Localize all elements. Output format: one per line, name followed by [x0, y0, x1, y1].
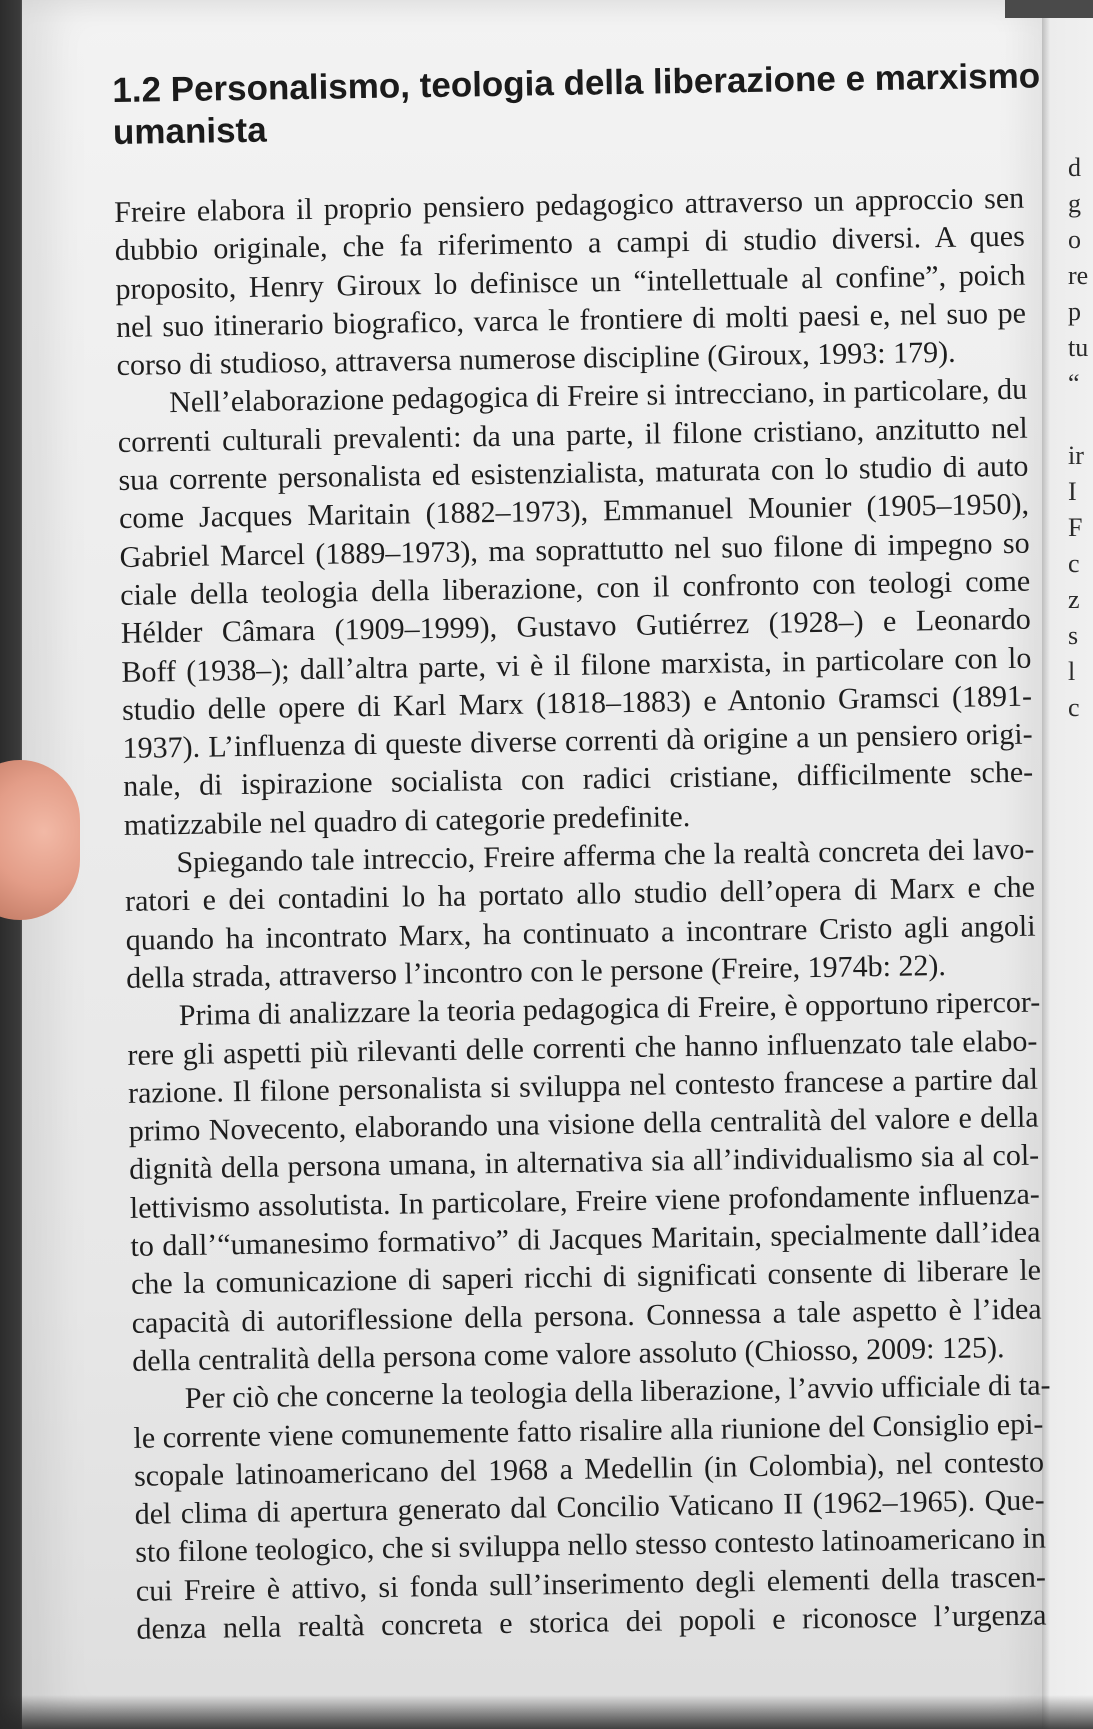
facing-letter: F	[1068, 513, 1083, 542]
facing-letter: p	[1068, 297, 1081, 326]
text-line: Spiegando tale intreccio, Freire afferma che la realtà concreta dei lavo-	[176, 832, 1035, 880]
facing-letter: z	[1068, 585, 1080, 614]
facing-letter: g	[1068, 189, 1081, 218]
text-line: che la comunicazione di saperi ricchi di significati consente di liberare le	[130, 1253, 1042, 1302]
text-line: dignità della persona umana, in alternativa sia all’individualismo sia al col-	[129, 1138, 1040, 1187]
paragraph-3	[124, 831, 1036, 998]
text-line: 1937). L’influenza di queste diverse correnti dà origine a un pensiero origi-	[122, 717, 1033, 766]
facing-letter: c	[1068, 549, 1080, 578]
paragraph-5	[133, 1367, 1051, 1649]
facing-page-text	[1068, 150, 1093, 726]
text-line: sua corrente personalista ed esistenzialista, maturata con lo studio di auto	[118, 449, 1029, 498]
bottom-shadow	[0, 1695, 1093, 1729]
facing-letter: “	[1068, 369, 1080, 398]
facing-letter: c	[1068, 693, 1080, 722]
text-line: ratori e dei contadini lo ha portato allo studio dell’opera di Marx e che	[124, 870, 1036, 919]
text-line: cui Freire è attivo, si fonda sull’inserimento degli elementi della trascen-	[135, 1560, 1047, 1608]
text-line: Nell’elaborazione pedagogica di Freire si intrecciano, in particolare, du	[168, 373, 1028, 420]
thumb	[0, 760, 80, 920]
heading-line: umanista	[112, 110, 267, 152]
text-line: Prima di analizzare la teoria pedagogica di Freire, è opportuno ripercor-	[178, 985, 1041, 1033]
text-line: Per ciò che concerne la teologia della liberazione, l’avvio ufficiale di ta-	[184, 1368, 1051, 1416]
text-line: della strada, attraverso l’incontro con le persone (Freire, 1974b: 22).	[126, 948, 947, 995]
text-line: razione. Il filone personalista si sviluppa nel contesto francese a partire dal	[127, 1062, 1039, 1110]
text-line: lettivismo assolutista. In particolare, Freire viene profondamente influenza-	[129, 1177, 1041, 1225]
text-line: ciale della teologia della liberazione, con il confronto con teologi come	[119, 564, 1031, 612]
facing-letter: o	[1068, 225, 1081, 254]
text-line: proposito, Henry Giroux lo definisce un “intellettuale al confine”, poich	[115, 258, 1026, 306]
facing-letter: re	[1068, 261, 1089, 290]
facing-letter: ir	[1068, 441, 1084, 470]
text-line: come Jacques Maritain (1882–1973), Emmanuel Mounier (1905–1950),	[118, 488, 1030, 536]
facing-letter	[1068, 402, 1093, 438]
text-line: della centralità della persona come valore assoluto (Chiosso, 2009: 125).	[132, 1331, 1005, 1378]
paragraph-4	[127, 984, 1043, 1381]
facing-letter: d	[1068, 153, 1081, 182]
paragraph-1	[114, 180, 1027, 386]
text-line: sto filone teologico, che si sviluppa nello stesso contesto latinoamericano in	[135, 1521, 1047, 1570]
facing-letter: tu	[1068, 333, 1089, 362]
text-line: matizzabile nel quadro di categorie predefinite.	[123, 799, 691, 842]
text-line: nale, di ispirazione socialista con radici cristiane, difficilmente sche-	[123, 756, 1034, 804]
page-text-block	[112, 56, 1051, 1649]
text-line: corso di studioso, attraversa numerose discipline (Giroux, 1993: 179).	[116, 335, 956, 383]
text-line: Boff (1938–); dall’altra parte, vi è il filone marxista, in particolare con lo	[121, 641, 1032, 689]
paragraph-2	[117, 371, 1034, 845]
text-line: quando ha incontrato Marx, ha continuato a incontrare Cristo agli angoli	[125, 909, 1036, 957]
text-line: correnti culturali prevalenti: da una parte, il filone cristiano, anzitutto nel	[117, 411, 1028, 459]
text-line: nel suo itinerario biografico, varca le frontiere di molti paesi e, nel suo pe	[115, 296, 1027, 344]
heading-line: 1.2 Personalismo, teologia della liberazione e marxismo	[112, 56, 1041, 110]
facing-letter: l	[1068, 657, 1076, 686]
text-line: to dall’“umanesimo formativo” di Jacques Maritain, specialmente dall’idea	[130, 1215, 1041, 1263]
text-line: dubbio originale, che fa riferimento a campi di studio diversi. A ques	[114, 219, 1025, 268]
text-line: studio delle opere di Karl Marx (1818–1883) e Antonio Gramsci (1891-	[121, 679, 1033, 727]
section-heading	[112, 56, 1041, 154]
text-line: Freire elabora il proprio pensiero pedagogico attraverso un approccio sen	[113, 181, 1025, 229]
background-corner	[1005, 0, 1093, 18]
facing-letter: s	[1068, 621, 1079, 650]
text-line: Gabriel Marcel (1889–1973), ma soprattutto nel suo filone di impegno so	[119, 526, 1030, 574]
text-line: le corrente viene comunemente fatto risalire alla riunione del Consiglio epi-	[133, 1407, 1044, 1455]
text-line: primo Novecento, elaborando una visione della centralità del valore e della	[128, 1100, 1039, 1148]
text-line: capacità di autoriflessione della persona. Connessa a tale aspetto è l’idea	[131, 1292, 1042, 1340]
facing-letter: I	[1068, 477, 1077, 506]
text-line: Hélder Câmara (1909–1999), Gustavo Gutiérrez (1928–) e Leonardo	[120, 602, 1032, 651]
text-line: rere gli aspetti più rilevanti delle correnti che hanno influenzato tale elabo-	[127, 1024, 1038, 1072]
text-line: del clima di apertura generato dal Concilio Vaticano II (1962–1965). Que-	[134, 1483, 1045, 1531]
text-line: denza nella realtà concreta e storica dei popoli e riconosce l’urgenza	[136, 1598, 1047, 1646]
text-line: scopale latinoamericano del 1968 a Medellin (in Colombia), nel contesto	[133, 1445, 1045, 1493]
